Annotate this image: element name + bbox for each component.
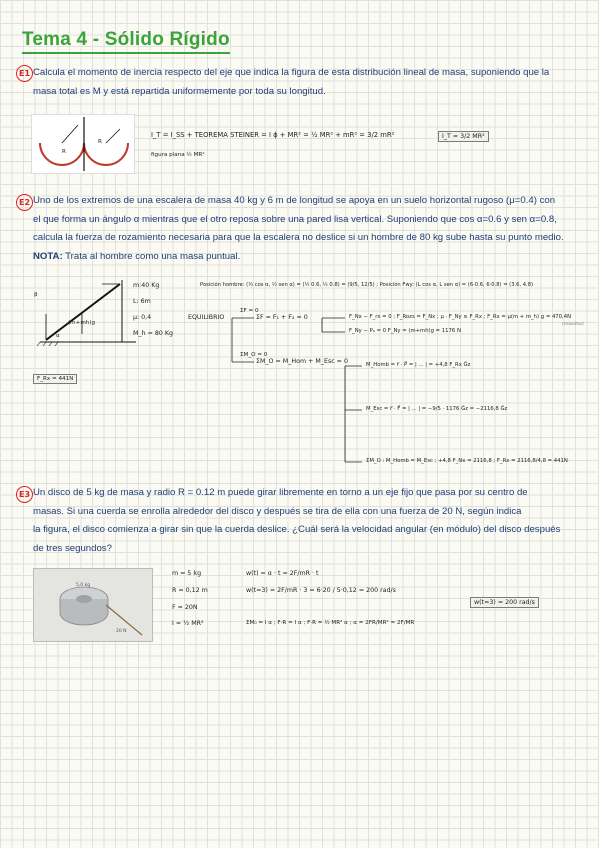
- exercise-1-formula: I_T = I_SS + TEOREMA STEINER = I ϕ + MR² = ½ MR² + mR² = 3/2 mR²: [151, 131, 395, 139]
- disc-data-radius: R = 0,12 m: [172, 587, 208, 594]
- disc-data-mass: m = 5 kg: [172, 570, 202, 577]
- moment-result: ΣM_O : M_Homb = M_Esc ; +4,8 F_Nx = 2116,8 ; F_Rx = 2116,8/4,8 = 441N: [366, 458, 568, 464]
- exercise-2-line-3: calcula la fuerza de rozamiento necesaria para que la escalera no deslice si un hombre de 80 kg sube hasta su punto medio.: [33, 232, 564, 243]
- sum-forces-condition: ΣF = 0: [240, 308, 259, 314]
- note-text: Trata al hombre como una masa puntual.: [62, 250, 241, 262]
- equilibrium-label: EQUILIBRIO: [188, 314, 225, 321]
- positions-text: Posición hombre: (½ cos α, ½ sen α) = (½ 0.6, ½ 0.8) = (9/5, 12/5) ; Posición Fwy: (L cos α, L sen α) = (6·0.6, 6·0.8) = (3.6, 4.8): [200, 282, 534, 288]
- data-mu: μ: 0,4: [133, 314, 152, 321]
- moment-ladder: M_Esc = r⃗ · F⃗ = | ... | = −9/5 · 1176 Ĝz = −2116,8 Ĝz: [366, 406, 508, 412]
- exercise-2-line-2: el que forma un ángulo α mientras que el otro reposa sobre una pared lisa vertical. Suponiendo que cos α=0.6 y sen α=0.8,: [33, 213, 557, 225]
- radius-label-right: R: [98, 139, 102, 145]
- ladder-angle-beta: β: [34, 292, 38, 298]
- forces-y-equation: F_Ny − P₀ = 0 F_Ny = (m+mh)g = 1176 N: [349, 328, 461, 334]
- note-label: NOTA:: [33, 250, 63, 262]
- radius-label-left: R: [62, 149, 66, 155]
- sum-moments-condition: ΣM_O = 0: [240, 352, 268, 358]
- exercise-marker-2: E2: [16, 194, 33, 211]
- disc-photo: [33, 568, 153, 642]
- sum-moments-equation: ΣM_O = M_Hom + M_Esc = 0: [256, 358, 348, 365]
- exercise-1-line-1: Calcula el momento de inercia respecto del eje que indica la figura de esta distribución lineal de masa, suponiendo que la: [33, 67, 550, 78]
- data-mass: m:40 Kg: [133, 282, 160, 289]
- omega-formula: w(t) = α · t = 2F/mR · t: [246, 570, 319, 577]
- moment-man: M_Homb = r⃗ · P⃗ = | ... | = +4,8 F_Rx Ĝz: [366, 362, 471, 368]
- exercise-2-line-1: Uno de los extremos de una escalera de masa 40 kg y 6 m de longitud se apoya en un suelo horizontal rugoso (μ=0.4) con: [33, 195, 556, 206]
- exercise-1-formula-note: figura plana ½ MR²: [151, 152, 205, 158]
- disc-mass-label: 5,0 kg: [76, 583, 91, 588]
- exercise-1-line-2: masa total es M y está repartida uniformemente por toda su longitud.: [33, 85, 326, 97]
- exercise-3-answer: w(t=3) = 200 rad/s: [470, 597, 539, 608]
- exercise-marker-3: E3: [16, 486, 33, 503]
- forces-x-equation: F_Nx − F_rx = 0 ; F_Rozs = F_Nx ; μ · F_Ny ≥ F_Rx ; F_Rx = μ(m + m_h) g = 470,4N: [349, 314, 572, 320]
- exercise-3-statement: [33, 484, 593, 558]
- data-man-mass: M_h = 80 Kg: [133, 330, 173, 337]
- exercise-3-line-1: Un disco de 5 kg de masa y radio R = 0.12 m puede girar libremente en torno a un eje fijo que pasa por su centro de: [33, 487, 528, 498]
- ladder-weight-label: (m+mh)g: [68, 320, 96, 326]
- exercise-3-line-4: de tres segundos?: [33, 542, 112, 554]
- exercise-1-answer: I_T = 3/2 MR²: [438, 131, 489, 142]
- exercise-marker-1: E1: [16, 65, 33, 82]
- forces-x-note: (máximo): [562, 322, 584, 327]
- data-length: L: 6m: [133, 298, 151, 305]
- disc-force-label: 20 N: [116, 629, 127, 634]
- exercise-2-answer: F_Rx = 441N: [33, 374, 77, 384]
- omega-at-3s: w(t=3) = 2F/mR · 3 = 6·20 / 5·0,12 = 200 rad/s: [246, 587, 396, 594]
- page-title: Tema 4 - Sólido Rígido: [22, 29, 230, 54]
- disc-data-inertia: I = ½ MR²: [172, 620, 204, 627]
- exercise-3-line-2: masas. Si una cuerda se enrolla alrededor del disco y después se tira de ella con una fuerza de 20 N, según indica: [33, 505, 522, 517]
- sum-forces-equation: ΣF = F₁ + F₂ = 0: [256, 314, 308, 321]
- ladder-angle-alpha: α: [56, 333, 60, 339]
- disc-data-force: F = 20N: [172, 604, 198, 611]
- moment-equation: ΣM₀ = I α ; F·R = I α ; F·R = ½ MR² α ; α = 2FR/MR² = 2F/MR: [246, 620, 415, 626]
- exercise-3-line-3: la figura, el disco comienza a girar sin que la cuerda deslice. ¿Cuál será la velocidad angular (en módulo) del disco después: [33, 524, 561, 535]
